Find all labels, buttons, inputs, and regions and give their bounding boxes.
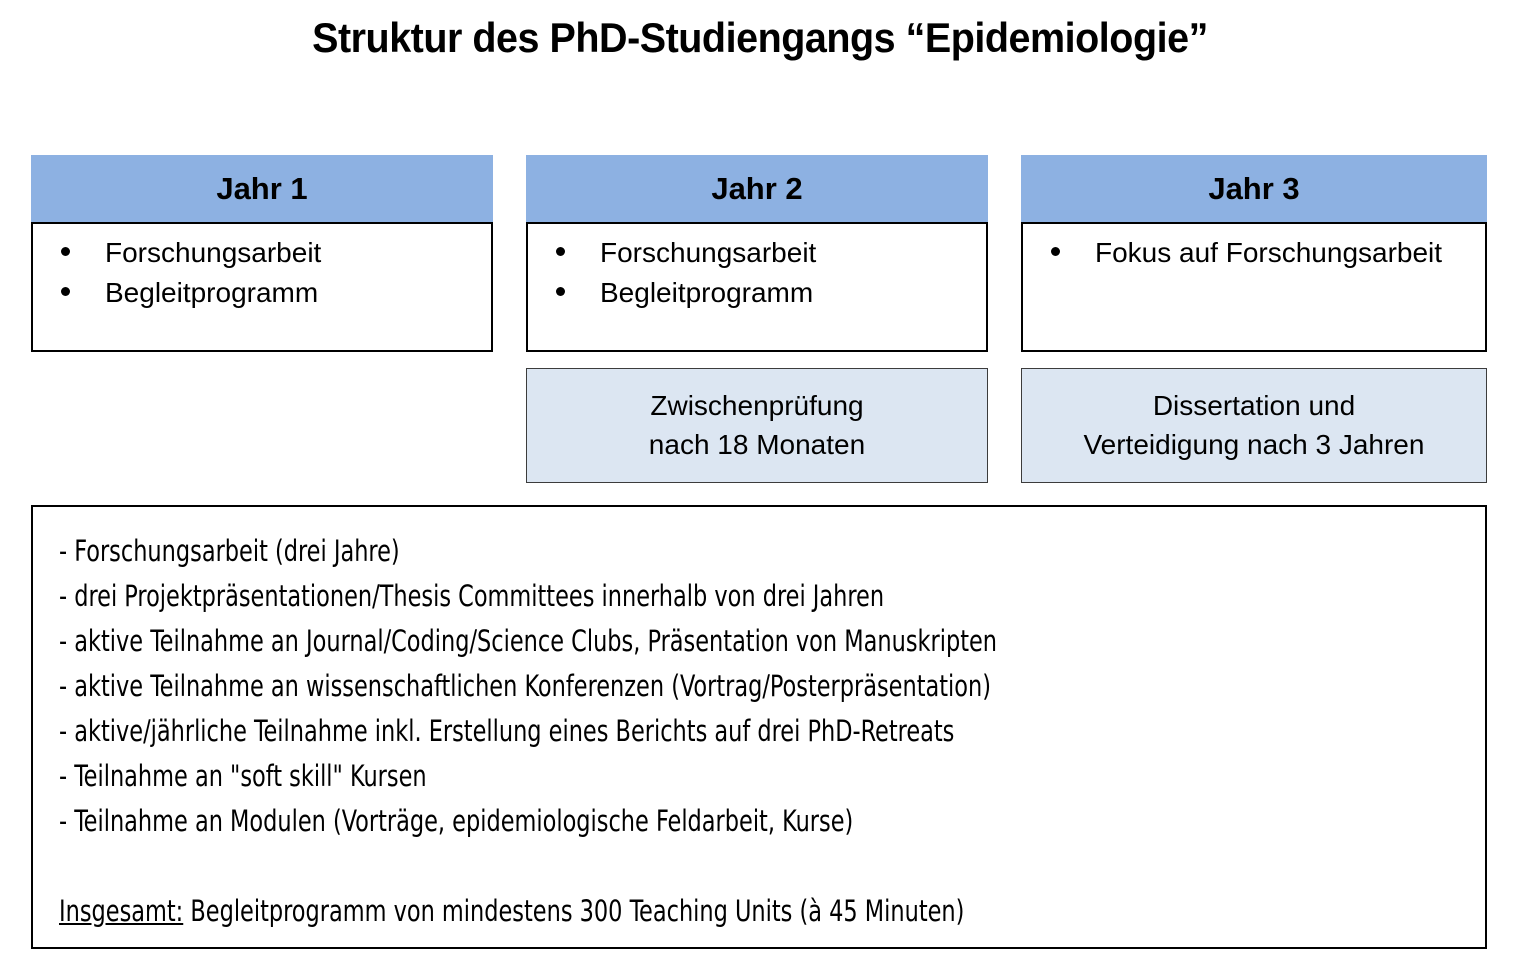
requirement-line: - aktive/jährliche Teilnahme inkl. Erstellung eines Berichts auf drei PhD-Retreats <box>59 714 955 748</box>
requirement-line: - aktive Teilnahme an wissenschaftlichen Konferenzen (Vortrag/Posterpräsentation) <box>59 669 991 703</box>
page-title: Struktur des PhD-Studiengangs “Epidemiologie” <box>312 14 1208 61</box>
bullet-icon <box>556 287 565 296</box>
list-item-label: Fokus auf Forschungsarbeit <box>1095 237 1443 268</box>
bullet-icon <box>61 247 70 256</box>
list-item <box>33 274 491 312</box>
year-column-3 <box>1021 155 1487 352</box>
year-1-body <box>31 222 493 352</box>
requirements-summary-label: Insgesamt: <box>59 894 184 928</box>
requirements-box <box>31 505 1487 949</box>
milestone-line-1: Dissertation und <box>1152 389 1356 421</box>
list-item-label: Begleitprogramm <box>600 277 814 309</box>
list-item <box>33 234 491 272</box>
list-item <box>1023 234 1485 272</box>
requirement-line: - drei Projektpräsentationen/Thesis Committees innerhalb von drei Jahren <box>59 579 885 613</box>
requirements-summary <box>59 889 1285 934</box>
list-item <box>528 274 986 312</box>
year-2-header: Jahr 2 <box>526 155 988 222</box>
requirements-summary-text: Begleitprogramm von mindestens 300 Teaching Units (à 45 Minuten) <box>183 894 965 928</box>
milestone-box-year-2 <box>526 368 988 483</box>
year-column-2 <box>526 155 988 352</box>
requirement-line: - Teilnahme an Modulen (Vorträge, epidemiologische Feldarbeit, Kurse) <box>59 804 854 838</box>
requirement-line: - Forschungsarbeit (drei Jahre) <box>59 534 400 568</box>
year-1-header: Jahr 1 <box>31 155 493 222</box>
milestone-line-2: Verteidigung nach 3 Jahren <box>1083 428 1425 460</box>
year-2-body <box>526 222 988 352</box>
bullet-icon <box>1051 247 1060 256</box>
list-item-label: Begleitprogramm <box>105 277 319 309</box>
list-item-label: Forschungsarbeit <box>600 237 817 268</box>
milestone-box-year-3 <box>1021 368 1487 483</box>
requirement-line: - Teilnahme an "soft skill" Kursen <box>59 759 427 793</box>
milestone-line-1: Zwischenprüfung <box>650 389 864 421</box>
year-3-body <box>1021 222 1487 352</box>
year-3-header: Jahr 3 <box>1021 155 1487 222</box>
list-item <box>528 234 986 272</box>
year-column-1 <box>31 155 493 352</box>
year-1-item-list <box>33 234 491 312</box>
milestone-line-2: nach 18 Monaten <box>648 428 866 460</box>
bullet-icon <box>61 287 70 296</box>
list-item-label: Forschungsarbeit <box>105 237 322 268</box>
year-3-item-list <box>1023 234 1485 272</box>
year-2-item-list <box>528 234 986 312</box>
bullet-icon <box>556 247 565 256</box>
requirement-line: - aktive Teilnahme an Journal/Coding/Science Clubs, Präsentation von Manuskripten <box>59 624 998 658</box>
